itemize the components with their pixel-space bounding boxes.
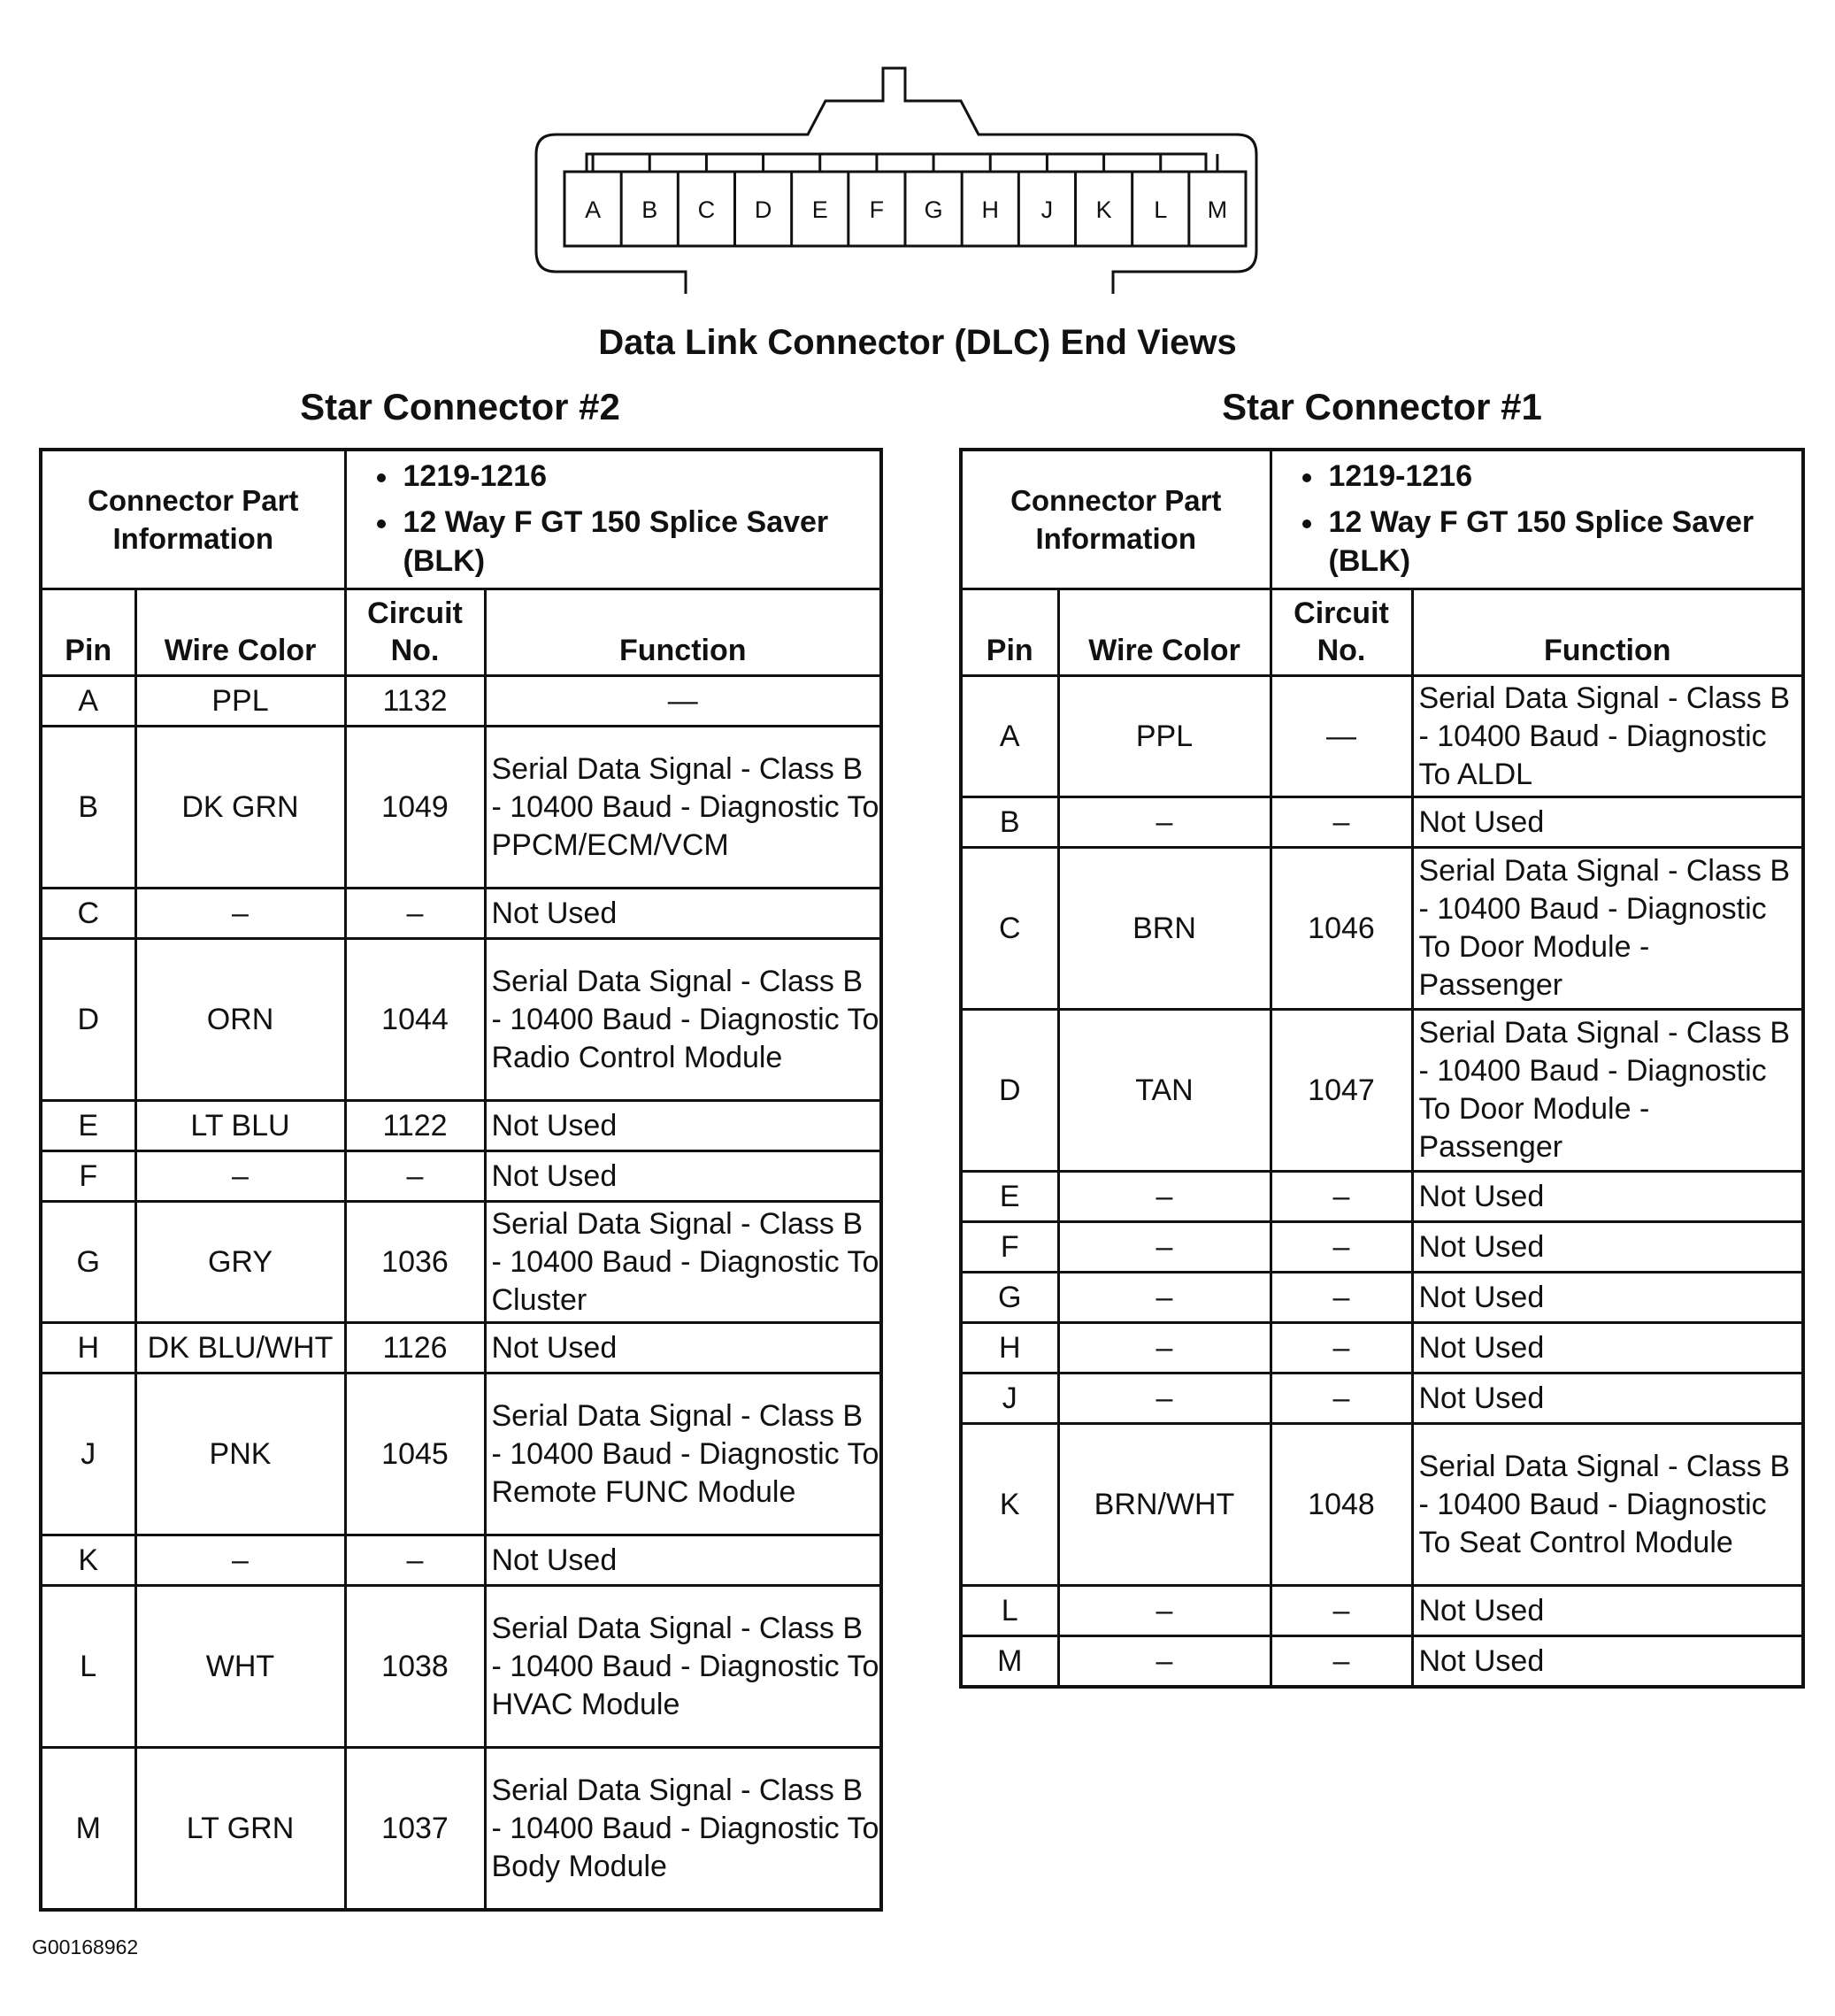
part-number: • 1219-1216	[400, 457, 880, 496]
pin-cell: K	[961, 1424, 1058, 1586]
circuit-cell: 1038	[345, 1586, 485, 1748]
table-row	[41, 939, 881, 1101]
wire-color-cell: DK BLU/WHT	[135, 1323, 345, 1373]
function-cell: Serial Data Signal - Class B - 10400 Baud - Diagnostic To Door Module - Passenger	[1412, 1010, 1803, 1172]
table-row	[41, 1323, 881, 1373]
circuit-cell: –	[1271, 1172, 1412, 1222]
pin-cell: H	[961, 1323, 1058, 1373]
pin-cell: G	[41, 1202, 135, 1323]
function-cell: —	[485, 676, 881, 727]
circuit-cell: –	[1271, 1636, 1412, 1688]
circuit-cell: 1048	[1271, 1424, 1412, 1586]
pin-label-a: A	[585, 196, 602, 223]
function-cell: Not Used	[1412, 1172, 1803, 1222]
function-cell: Serial Data Signal - Class B - 10400 Baud - Diagnostic To Remote FUNC Module	[485, 1373, 881, 1535]
table-row	[41, 1101, 881, 1151]
function-cell: Not Used	[485, 1101, 881, 1151]
circuit-cell: 1045	[345, 1373, 485, 1535]
table-row	[961, 1424, 1803, 1586]
wire-color-cell: WHT	[135, 1586, 345, 1748]
table-row	[961, 1172, 1803, 1222]
table-row	[41, 889, 881, 939]
pin-label-b: B	[641, 196, 658, 223]
function-cell: Not Used	[485, 1323, 881, 1373]
pin-cell: M	[961, 1636, 1058, 1688]
function-cell: Not Used	[485, 1151, 881, 1202]
pin-cell: A	[41, 676, 135, 727]
pin-cell: F	[41, 1151, 135, 1202]
circuit-cell: 1122	[345, 1101, 485, 1151]
function-cell: Serial Data Signal - Class B - 10400 Baud - Diagnostic To PPCM/ECM/VCM	[485, 727, 881, 889]
function-header: Function	[1412, 589, 1803, 676]
function-cell: Not Used	[1412, 1636, 1803, 1688]
star-connector-2-table	[39, 448, 883, 1912]
wire-color-cell: LT BLU	[135, 1101, 345, 1151]
circuit-cell: 1047	[1271, 1010, 1412, 1172]
pin-label-g: G	[924, 196, 943, 223]
table-row	[41, 1586, 881, 1748]
pin-cell: C	[961, 848, 1058, 1010]
circuit-cell: –	[1271, 1586, 1412, 1636]
wire-color-cell: –	[1058, 1323, 1271, 1373]
wire-color-cell: PPL	[135, 676, 345, 727]
pin-cell: D	[961, 1010, 1058, 1172]
circuit-cell: –	[1271, 1273, 1412, 1323]
circuit-cell: 1044	[345, 939, 485, 1101]
circuit-cell: 1046	[1271, 848, 1412, 1010]
function-cell: Serial Data Signal - Class B - 10400 Baud - Diagnostic To Door Module - Passenger	[1412, 848, 1803, 1010]
pin-cell: L	[41, 1586, 135, 1748]
function-cell: Not Used	[1412, 1222, 1803, 1273]
dlc-connector-drawing	[529, 64, 1263, 294]
wire-color-cell: –	[135, 889, 345, 939]
part-number: • 1219-1216	[1325, 457, 1802, 496]
function-cell: Serial Data Signal - Class B - 10400 Baud - Diagnostic To Radio Control Module	[485, 939, 881, 1101]
circuit-cell: 1036	[345, 1202, 485, 1323]
pin-label-e: E	[811, 196, 828, 223]
function-cell: Not Used	[1412, 1586, 1803, 1636]
function-cell: Not Used	[1412, 797, 1803, 848]
table-row	[961, 1273, 1803, 1323]
pin-cell: J	[961, 1373, 1058, 1424]
function-cell: Not Used	[1412, 1323, 1803, 1373]
function-cell: Not Used	[1412, 1373, 1803, 1424]
pin-cell: E	[961, 1172, 1058, 1222]
table-row	[961, 1586, 1803, 1636]
circuit-cell: 1132	[345, 676, 485, 727]
part-description: • 12 Way F GT 150 Splice Saver (BLK)	[400, 503, 880, 581]
wire-color-cell: PNK	[135, 1373, 345, 1535]
circuit-header: Circuit No.	[345, 589, 485, 676]
pin-label-m: M	[1207, 196, 1228, 223]
part-description: • 12 Way F GT 150 Splice Saver (BLK)	[1325, 503, 1802, 581]
wire-color-cell: –	[1058, 1222, 1271, 1273]
figure-id: G00168962	[32, 1935, 139, 1958]
star-connector-1-rows	[961, 676, 1803, 1688]
pin-header: Pin	[41, 589, 135, 676]
circuit-cell: –	[1271, 797, 1412, 848]
table-row	[41, 1535, 881, 1586]
table-row	[961, 1373, 1803, 1424]
circuit-header: Circuit No.	[1271, 589, 1412, 676]
wire-color-cell: PPL	[1058, 676, 1271, 797]
pin-label-l: L	[1154, 196, 1168, 223]
part-info-row	[961, 450, 1803, 589]
part-info-values	[345, 450, 881, 589]
pin-cell: K	[41, 1535, 135, 1586]
pin-label-j: J	[1040, 196, 1054, 223]
part-info-label: Connector Part Information	[41, 450, 345, 589]
pin-cell: F	[961, 1222, 1058, 1273]
table-row	[41, 1151, 881, 1202]
pin-label-d: D	[754, 196, 772, 223]
table-row	[961, 676, 1803, 797]
table-row	[41, 1373, 881, 1535]
pin-label-c: C	[697, 196, 716, 223]
wire-color-cell: DK GRN	[135, 727, 345, 889]
pin-cell: C	[41, 889, 135, 939]
table-row	[41, 727, 881, 889]
function-cell: Serial Data Signal - Class B - 10400 Baud - Diagnostic To Seat Control Module	[1412, 1424, 1803, 1586]
star-connector-1-title: Star Connector #1	[1222, 386, 1542, 427]
wire-color-header: Wire Color	[135, 589, 345, 676]
part-info-row	[41, 450, 881, 589]
table-row	[41, 676, 881, 727]
pin-cell: G	[961, 1273, 1058, 1323]
circuit-cell: –	[345, 889, 485, 939]
pin-cell: E	[41, 1101, 135, 1151]
table-row	[961, 797, 1803, 848]
function-header: Function	[485, 589, 881, 676]
wire-color-cell: BRN	[1058, 848, 1271, 1010]
circuit-cell: –	[345, 1151, 485, 1202]
header-row	[961, 589, 1803, 676]
table-row	[961, 1222, 1803, 1273]
part-info-values	[1271, 450, 1803, 589]
circuit-cell: –	[345, 1535, 485, 1586]
wire-color-cell: –	[1058, 797, 1271, 848]
circuit-cell: –	[1271, 1373, 1412, 1424]
pin-cell: J	[41, 1373, 135, 1535]
function-cell: Not Used	[1412, 1273, 1803, 1323]
wire-color-cell: –	[1058, 1586, 1271, 1636]
wire-color-header: Wire Color	[1058, 589, 1271, 676]
table-row	[961, 1010, 1803, 1172]
function-cell: Not Used	[485, 1535, 881, 1586]
pin-header: Pin	[961, 589, 1058, 676]
pin-label-f: F	[869, 196, 885, 223]
pin-cell: H	[41, 1323, 135, 1373]
pin-cell: M	[41, 1748, 135, 1911]
function-cell: Not Used	[485, 889, 881, 939]
function-cell: Serial Data Signal - Class B - 10400 Baud - Diagnostic To Body Module	[485, 1748, 881, 1911]
pin-cell: A	[961, 676, 1058, 797]
circuit-cell: 1037	[345, 1748, 485, 1911]
table-row	[41, 1202, 881, 1323]
pin-label-k: K	[1095, 196, 1112, 223]
star-connector-2-title: Star Connector #2	[300, 386, 620, 427]
pin-cell: D	[41, 939, 135, 1101]
header-row	[41, 589, 881, 676]
wire-color-cell: LT GRN	[135, 1748, 345, 1911]
wire-color-cell: TAN	[1058, 1010, 1271, 1172]
star-connector-2-rows	[41, 676, 881, 1911]
circuit-cell: 1049	[345, 727, 485, 889]
table-row	[961, 1636, 1803, 1688]
wire-color-cell: –	[1058, 1373, 1271, 1424]
wire-color-cell: ORN	[135, 939, 345, 1101]
wire-color-cell: BRN/WHT	[1058, 1424, 1271, 1586]
circuit-cell: –	[1271, 1222, 1412, 1273]
table-row	[961, 1323, 1803, 1373]
pin-cell: B	[961, 797, 1058, 848]
function-cell: Serial Data Signal - Class B - 10400 Baud - Diagnostic To HVAC Module	[485, 1586, 881, 1748]
part-info-label: Connector Part Information	[961, 450, 1271, 589]
table-row	[961, 848, 1803, 1010]
wire-color-cell: GRY	[135, 1202, 345, 1323]
wire-color-cell: –	[135, 1535, 345, 1586]
circuit-cell: —	[1271, 676, 1412, 797]
wire-color-cell: –	[1058, 1636, 1271, 1688]
wire-color-cell: –	[135, 1151, 345, 1202]
pin-cell: L	[961, 1586, 1058, 1636]
function-cell: Serial Data Signal - Class B - 10400 Baud - Diagnostic To ALDL	[1412, 676, 1803, 797]
star-connector-1-table	[959, 448, 1805, 1689]
wire-color-cell: –	[1058, 1172, 1271, 1222]
dlc-title: Data Link Connector (DLC) End Views	[598, 323, 1237, 362]
function-cell: Serial Data Signal - Class B - 10400 Baud - Diagnostic To Cluster	[485, 1202, 881, 1323]
table-row	[41, 1748, 881, 1911]
pin-cell: B	[41, 727, 135, 889]
circuit-cell: –	[1271, 1323, 1412, 1373]
pin-label-h: H	[981, 196, 999, 223]
circuit-cell: 1126	[345, 1323, 485, 1373]
wire-color-cell: –	[1058, 1273, 1271, 1323]
